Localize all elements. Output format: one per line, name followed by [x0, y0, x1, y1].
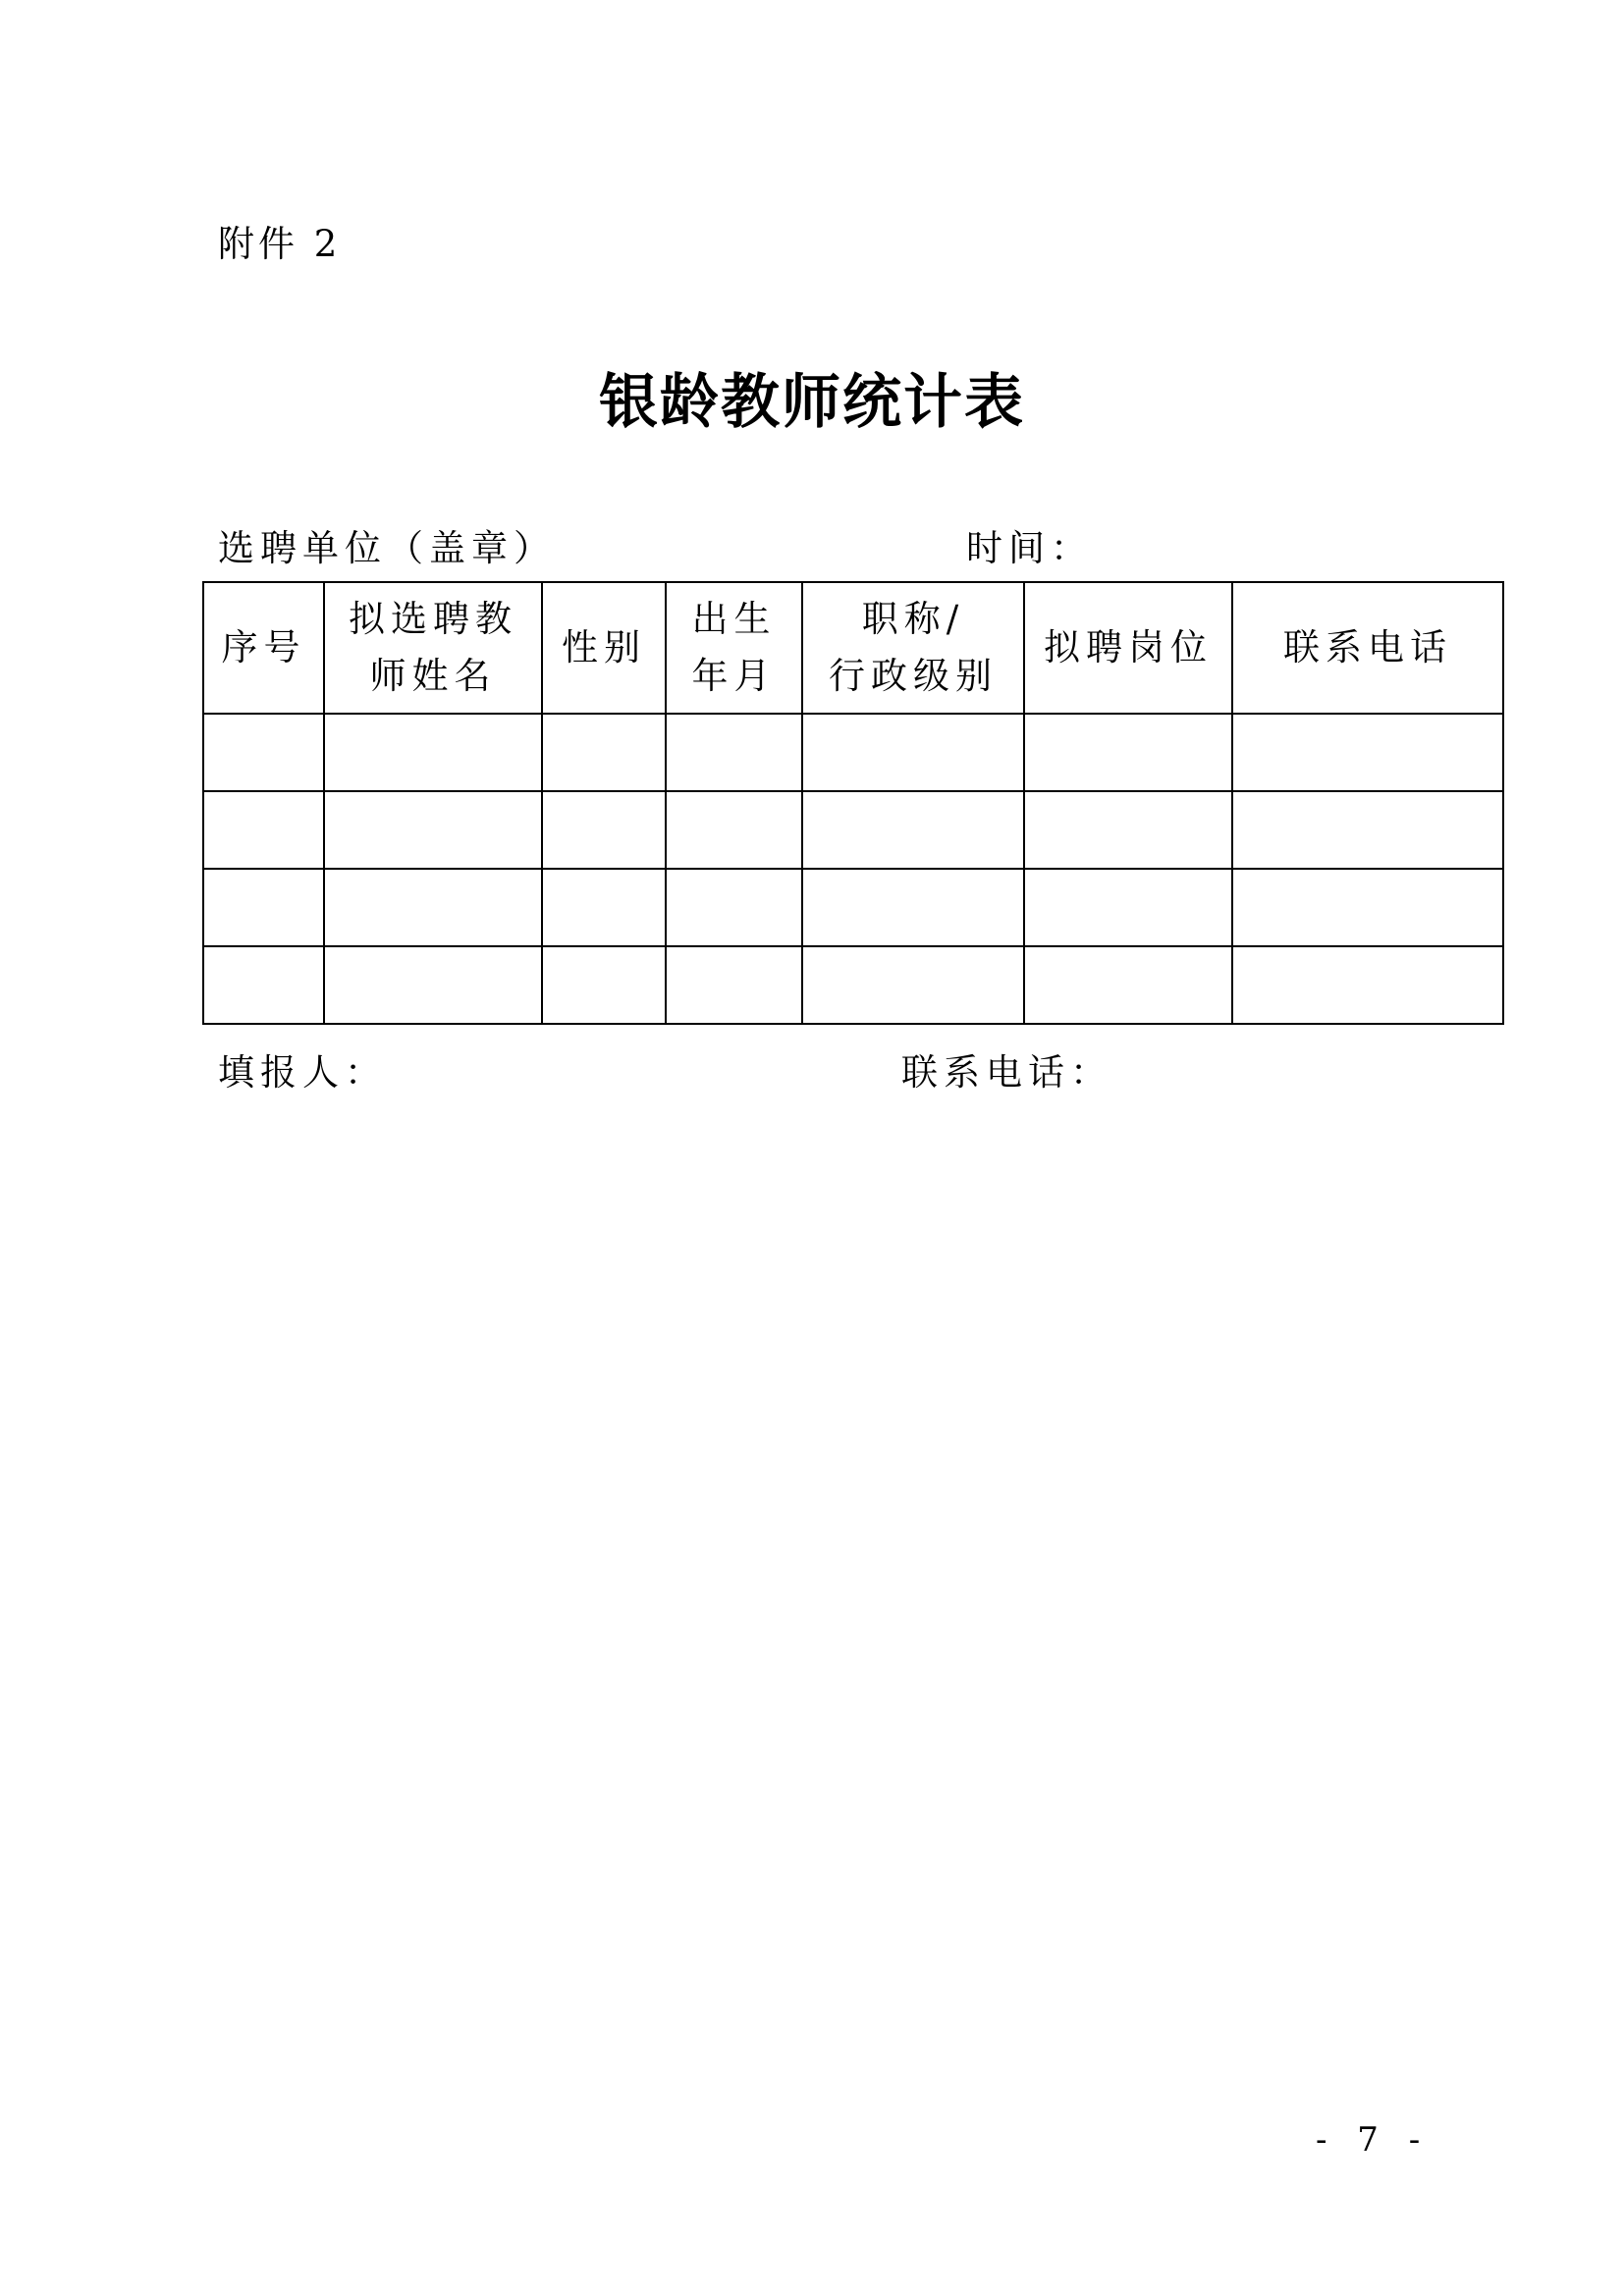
table-cell[interactable]	[802, 946, 1024, 1024]
filler-label: 填报人：	[218, 1051, 387, 1094]
table-cell[interactable]	[1024, 714, 1232, 791]
header-cell-position	[1024, 582, 1232, 714]
table-cell[interactable]	[203, 714, 324, 791]
table-cell[interactable]	[203, 946, 324, 1024]
header-phone-label: 联系电话	[1283, 626, 1452, 668]
table-cell[interactable]	[1024, 791, 1232, 869]
table-cell[interactable]	[542, 791, 666, 869]
table-row	[203, 714, 1503, 791]
table-cell[interactable]	[1232, 714, 1503, 791]
header-teacher-name-label: 拟选聘教 师姓名	[349, 598, 517, 697]
page-number: - 7 -	[1316, 2120, 1431, 2160]
table-cell[interactable]	[802, 791, 1024, 869]
table-cell[interactable]	[203, 791, 324, 869]
table-row	[203, 869, 1503, 946]
table-row	[203, 791, 1503, 869]
table-cell[interactable]	[1232, 946, 1503, 1024]
header-cell-phone	[1232, 582, 1503, 714]
table-cell[interactable]	[802, 869, 1024, 946]
table-row	[203, 946, 1503, 1024]
table-cell[interactable]	[324, 869, 542, 946]
table-cell[interactable]	[1024, 869, 1232, 946]
table-cell[interactable]	[324, 791, 542, 869]
table-cell[interactable]	[1232, 791, 1503, 869]
header-birth-date-label: 出生 年月	[691, 598, 777, 697]
table-cell[interactable]	[666, 714, 802, 791]
table-cell[interactable]	[324, 714, 542, 791]
table-cell[interactable]	[666, 791, 802, 869]
header-cell-gender	[542, 582, 666, 714]
selecting-unit-label: 选聘单位（盖章）	[218, 527, 556, 569]
attachment-label: 附件 2	[218, 223, 342, 265]
table-header-row	[203, 582, 1503, 714]
header-cell-title-rank	[802, 582, 1024, 714]
table-cell[interactable]	[802, 714, 1024, 791]
time-label: 时间：	[966, 527, 1093, 569]
table-cell[interactable]	[542, 946, 666, 1024]
header-cell-index	[203, 582, 324, 714]
table-cell[interactable]	[324, 946, 542, 1024]
table-cell[interactable]	[542, 869, 666, 946]
table-cell[interactable]	[1232, 869, 1503, 946]
table-cell[interactable]	[666, 869, 802, 946]
table-cell[interactable]	[1024, 946, 1232, 1024]
table-cell[interactable]	[666, 946, 802, 1024]
table-cell[interactable]	[542, 714, 666, 791]
header-index-label: 序号	[221, 626, 306, 668]
header-cell-birth-date	[666, 582, 802, 714]
header-cell-teacher-name	[324, 582, 542, 714]
table-cell[interactable]	[203, 869, 324, 946]
header-position-label: 拟聘岗位	[1044, 626, 1213, 668]
header-title-rank-label: 职称/ 行政级别	[829, 598, 998, 697]
teacher-statistics-table	[202, 581, 1504, 1025]
page-title: 银龄教师统计表	[599, 368, 1025, 437]
header-gender-label: 性别	[562, 626, 646, 668]
contact-phone-label: 联系电话：	[901, 1051, 1112, 1094]
